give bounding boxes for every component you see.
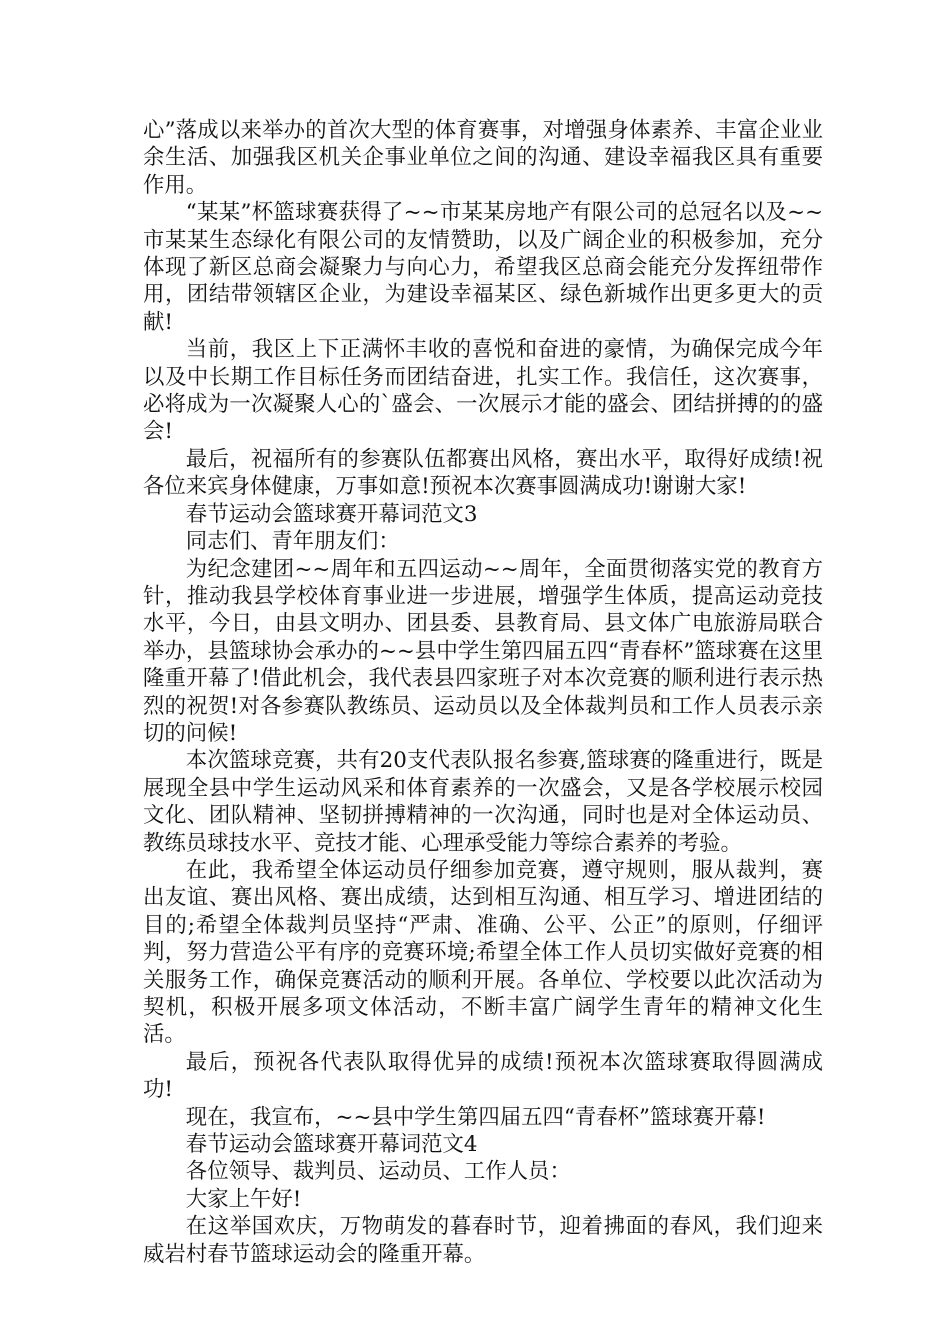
paragraph-5: 为纪念建团~~周年和五四运动~~周年，全面贯彻落实党的教育方针，推动我县学校体育事业进一步进展，增强学生体质，提高运动竞技水平，今日，由县文明办、团县委、县教育局、县文体广电旅游局联合举办，县篮球协会承办的~~县中学生第四届五四“青春杯”篮球赛在这里隆重开幕了!借此机会，我代表县四家班子对本次竞赛的顺利进行表示热烈的祝贺!对各参赛队教练员、运动员以及全体裁判员和工作人员表示亲切的问候! (143, 556, 823, 746)
paragraph-9: 现在，我宣布，~~县中学生第四届五四“青春杯”篮球赛开幕! (185, 1104, 766, 1130)
paragraph-10: 在这举国欢庆，万物萌发的暮春时节，迎着拂面的春风，我们迎来威岩村春节篮球运动会的隆重开幕。 (143, 1214, 823, 1267)
document-body (143, 117, 823, 1268)
paragraph-2: “某某”杯篮球赛获得了~~市某某房地产有限公司的总冠名以及~~市某某生态绿化有限公司的友情赞助，以及广阔企业的积极参加，充分体现了新区总商会凝聚力与向心力，希望我区总商会能充分发挥纽带作用，团结带领辖区企业，为建设幸福某区、绿色新城作出更多更大的贡献! (143, 200, 823, 335)
salutation: 同志们、青年朋友们： (185, 529, 400, 555)
salutation-2: 各位领导、裁判员、运动员、工作人员： (185, 1159, 571, 1185)
paragraph-3: 当前，我区上下正满怀丰收的喜悦和奋进的豪情，为确保完成今年以及中长期工作目标任务而团结奋进，扎实工作。我信任，这次赛事，必将成为一次凝聚人心的`盛会、一次展示才能的盛会、团结拼搏的的盛会! (143, 337, 823, 445)
section-heading-3: 春节运动会篮球赛开幕词范文3 (185, 501, 478, 527)
greeting: 大家上午好! (185, 1186, 302, 1212)
paragraph-6: 本次篮球竞赛，共有20支代表队报名参赛,篮球赛的隆重进行，既是展现全县中学生运动风采和体育素养的一次盛会，又是各学校展示校园文化、团队精神、坚韧拼搏精神的一次沟通，同时也是对全体运动员、教练员球技水平、竞技才能、心理承受能力等综合素养的考验。 (143, 748, 823, 856)
section-heading-4: 春节运动会篮球赛开幕词范文4 (185, 1132, 478, 1158)
paragraph-4: 最后，祝福所有的参赛队伍都赛出风格，赛出水平，取得好成绩!祝各位来宾身体健康，万事如意!预祝本次赛事圆满成功!谢谢大家! (143, 446, 823, 500)
paragraph-1: 心”落成以来举办的首次大型的体育赛事，对增强身体素养、丰富企业业余生活、加强我区机关企事业单位之间的沟通、建设幸福我区具有重要作用。 (143, 118, 823, 198)
paragraph-8: 最后，预祝各代表队取得优异的成绩!预祝本次篮球赛取得圆满成功! (143, 1049, 823, 1103)
paragraph-7: 在此，我希望全体运动员仔细参加竞赛，遵守规则，服从裁判，赛出友谊、赛出风格、赛出成绩，达到相互沟通、相互学习、增进团结的目的;希望全体裁判员坚持“严肃、准确、公平、公正”的原则，仔细评判，努力营造公平有序的竞赛环境;希望全体工作人员切实做好竞赛的相关服务工作，确保竞赛活动的顺利开展。各单位、学校要以此次活动为契机，积极开展多项文体活动，不断丰富广阔学生青年的精神文化生活。 (143, 857, 823, 1048)
